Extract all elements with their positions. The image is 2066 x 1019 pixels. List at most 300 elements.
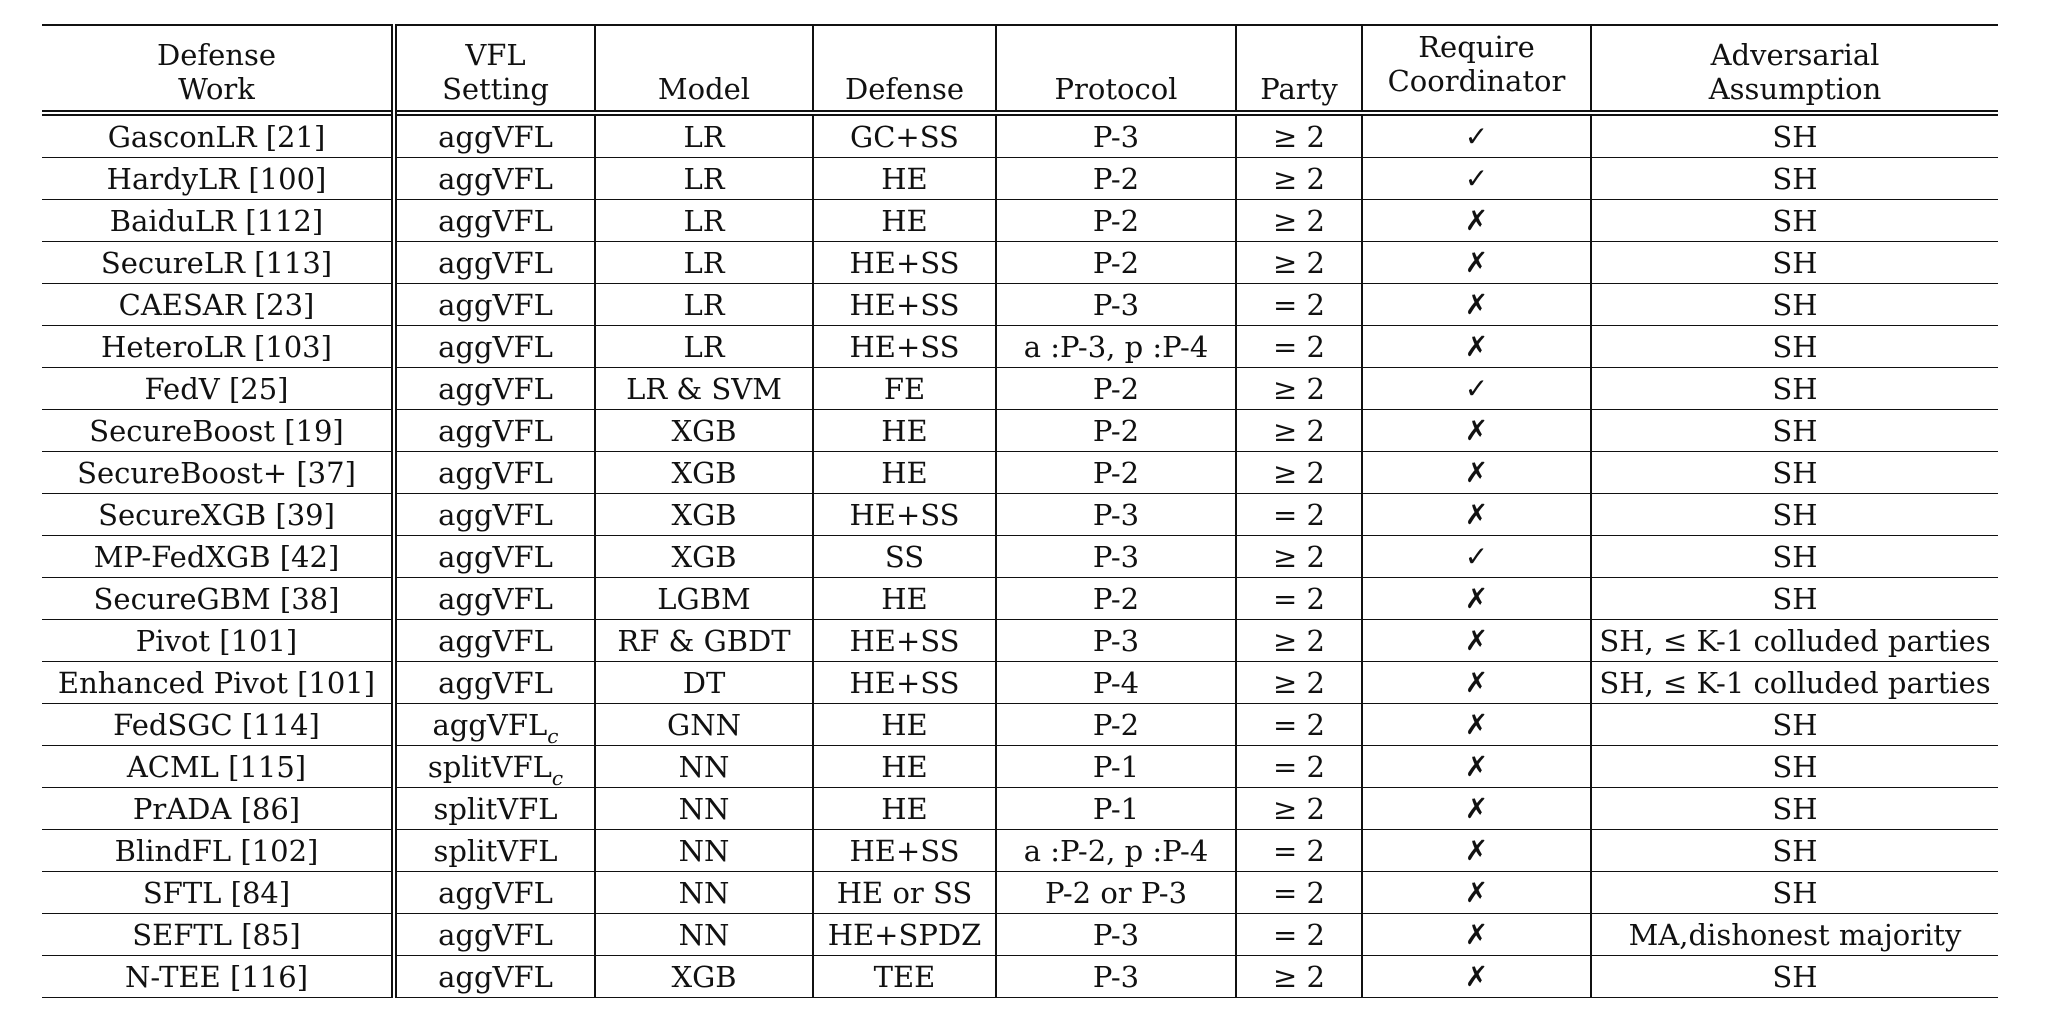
cell-assumption (1591, 200, 1998, 242)
setting-text: aggVFL (438, 245, 553, 280)
defense-text: HE+SS (849, 665, 960, 700)
cell-work (42, 620, 394, 662)
protocol-text: P-3 (1092, 497, 1140, 532)
cell-work (42, 830, 394, 872)
cell-coordinator (1362, 578, 1591, 620)
cell-coordinator (1362, 452, 1591, 494)
cell-setting (394, 242, 595, 284)
work-text: HeteroLR [103] (101, 329, 332, 364)
cell-model (595, 494, 813, 536)
table-row (42, 746, 1998, 788)
header-line-1 (1241, 38, 1357, 72)
cell-model (595, 704, 813, 746)
work-text: CAESAR [23] (118, 287, 315, 322)
cell-assumption (1591, 158, 1998, 200)
header-line-2: Model (657, 72, 751, 106)
table-row (42, 368, 1998, 410)
cell-party (1236, 452, 1362, 494)
cell-party (1236, 746, 1362, 788)
cross-mark-icon: ✗ (1464, 918, 1489, 951)
cell-coordinator (1362, 746, 1591, 788)
cell-protocol (996, 452, 1236, 494)
model-text: LR & SVM (626, 371, 782, 406)
model-text: XGB (671, 959, 737, 994)
header-line-1: Defense (156, 38, 277, 72)
assumption-text: SH (1772, 497, 1818, 532)
cross-mark-icon: ✗ (1464, 582, 1489, 615)
cell-work (42, 113, 394, 158)
table-row (42, 788, 1998, 830)
protocol-text: P-2 (1092, 413, 1140, 448)
cross-mark-icon: ✗ (1464, 876, 1489, 909)
cell-protocol (996, 620, 1236, 662)
setting-text: splitVFL (427, 749, 552, 784)
work-text: GasconLR [21] (107, 119, 326, 154)
cell-model (595, 914, 813, 956)
cell-work (42, 956, 394, 998)
model-text: LR (683, 287, 725, 322)
cell-model (595, 242, 813, 284)
defense-text: TEE (873, 959, 936, 994)
work-text: SecureLR [113] (100, 245, 333, 280)
defense-text: HE+SPDZ (827, 917, 982, 952)
protocol-text: P-2 (1092, 371, 1140, 406)
cross-mark-icon: ✗ (1464, 792, 1489, 825)
cell-defense (813, 620, 996, 662)
cell-party (1236, 326, 1362, 368)
cell-setting (394, 620, 595, 662)
cell-party (1236, 242, 1362, 284)
cell-protocol (996, 956, 1236, 998)
header-defense (813, 25, 996, 113)
cell-party (1236, 830, 1362, 872)
cell-party (1236, 662, 1362, 704)
cell-defense (813, 914, 996, 956)
work-text: N-TEE [116] (124, 959, 309, 994)
cell-setting (394, 536, 595, 578)
defense-text: HE (881, 161, 928, 196)
model-text: LR (683, 161, 725, 196)
protocol-text: a :P-2, p :P-4 (1023, 833, 1209, 868)
cell-model (595, 284, 813, 326)
cell-party (1236, 620, 1362, 662)
cell-defense (813, 746, 996, 788)
cell-defense (813, 326, 996, 368)
table-row (42, 830, 1998, 872)
cell-defense (813, 578, 996, 620)
cell-assumption (1591, 956, 1998, 998)
cell-defense (813, 494, 996, 536)
defense-text: SS (884, 539, 925, 574)
protocol-text: P-2 (1092, 455, 1140, 490)
cell-assumption (1591, 410, 1998, 452)
cell-party (1236, 200, 1362, 242)
table-row (42, 200, 1998, 242)
header-line-2: Setting (442, 72, 549, 106)
cell-assumption (1591, 620, 1998, 662)
cell-party (1236, 704, 1362, 746)
cell-setting (394, 452, 595, 494)
cell-party (1236, 284, 1362, 326)
party-text: ≥ 2 (1273, 371, 1325, 406)
defense-text: HE (881, 707, 928, 742)
cell-work (42, 242, 394, 284)
setting-text: aggVFL (438, 875, 553, 910)
assumption-text: SH (1772, 833, 1818, 868)
party-text: = 2 (1273, 833, 1325, 868)
party-text: ≥ 2 (1273, 413, 1325, 448)
cell-coordinator (1362, 788, 1591, 830)
defense-text: HE+SS (849, 497, 960, 532)
header-line-1 (1001, 38, 1231, 72)
cell-defense (813, 200, 996, 242)
assumption-text: SH (1772, 455, 1818, 490)
protocol-text: P-2 (1092, 581, 1140, 616)
assumption-text: MA,dishonest majority (1628, 917, 1962, 952)
assumption-text: SH (1772, 707, 1818, 742)
header-line-1: Require (1418, 30, 1535, 64)
cell-assumption (1591, 326, 1998, 368)
protocol-text: P-3 (1092, 959, 1140, 994)
cell-defense (813, 704, 996, 746)
table-row (42, 242, 1998, 284)
setting-text: splitVFL (433, 791, 558, 826)
cell-protocol (996, 578, 1236, 620)
cell-work (42, 158, 394, 200)
cell-coordinator (1362, 830, 1591, 872)
table-row (42, 284, 1998, 326)
cell-setting (394, 704, 595, 746)
model-text: NN (678, 875, 730, 910)
cell-setting (394, 494, 595, 536)
model-text: GNN (667, 707, 741, 742)
defense-text: HE (881, 203, 928, 238)
work-text: SecureXGB [39] (98, 497, 335, 532)
model-text: LR (683, 245, 725, 280)
table-row (42, 914, 1998, 956)
cell-assumption (1591, 704, 1998, 746)
assumption-text: SH (1772, 749, 1818, 784)
cell-work (42, 704, 394, 746)
cell-assumption (1591, 662, 1998, 704)
assumption-text: SH (1772, 875, 1818, 910)
defense-text: HE+SS (849, 833, 960, 868)
cell-model (595, 578, 813, 620)
cell-party (1236, 956, 1362, 998)
cell-defense (813, 158, 996, 200)
protocol-text: P-3 (1092, 917, 1140, 952)
table-row (42, 410, 1998, 452)
party-text: ≥ 2 (1273, 119, 1325, 154)
model-text: LR (683, 119, 725, 154)
work-text: Pivot [101] (135, 623, 298, 658)
cell-work (42, 284, 394, 326)
defense-comparison-table-container (42, 24, 1998, 998)
assumption-text: SH (1772, 371, 1818, 406)
check-mark-icon: ✓ (1464, 372, 1489, 405)
header-protocol (996, 25, 1236, 113)
cell-protocol (996, 788, 1236, 830)
setting-text: aggVFL (438, 413, 553, 448)
party-text: ≥ 2 (1273, 245, 1325, 280)
model-text: NN (678, 917, 730, 952)
assumption-text: SH (1772, 161, 1818, 196)
cell-protocol (996, 494, 1236, 536)
party-text: = 2 (1273, 749, 1325, 784)
cell-party (1236, 788, 1362, 830)
cell-coordinator (1362, 200, 1591, 242)
setting-text: aggVFL (438, 203, 553, 238)
table-row (42, 956, 1998, 998)
defense-text: FE (883, 371, 926, 406)
setting-text: aggVFL (438, 959, 553, 994)
header-line-1: Adversarial (1710, 38, 1880, 72)
cell-setting (394, 872, 595, 914)
protocol-text: P-1 (1092, 749, 1140, 784)
cell-work (42, 536, 394, 578)
cell-defense (813, 242, 996, 284)
cell-coordinator (1362, 872, 1591, 914)
assumption-text: SH (1772, 119, 1818, 154)
work-text: FedV [25] (144, 371, 289, 406)
header-coordinator (1362, 25, 1591, 113)
defense-text: HE+SS (849, 329, 960, 364)
defense-text: GC+SS (850, 119, 959, 154)
defense-text: HE (881, 581, 928, 616)
cell-setting (394, 830, 595, 872)
cell-defense (813, 872, 996, 914)
work-text: PrADA [86] (132, 791, 301, 826)
cell-protocol (996, 536, 1236, 578)
cell-assumption (1591, 830, 1998, 872)
party-text: = 2 (1273, 875, 1325, 910)
cell-work (42, 872, 394, 914)
cell-work (42, 368, 394, 410)
cell-coordinator (1362, 242, 1591, 284)
cell-work (42, 662, 394, 704)
protocol-text: P-2 (1092, 245, 1140, 280)
cell-defense (813, 662, 996, 704)
cell-party (1236, 368, 1362, 410)
model-text: LR (683, 203, 725, 238)
table-row (42, 704, 1998, 746)
cell-work (42, 788, 394, 830)
party-text: ≥ 2 (1273, 203, 1325, 238)
setting-text: aggVFL (438, 371, 553, 406)
model-text: LGBM (657, 581, 751, 616)
cell-coordinator (1362, 158, 1591, 200)
cell-defense (813, 788, 996, 830)
party-text: = 2 (1273, 287, 1325, 322)
table-row (42, 326, 1998, 368)
cell-coordinator (1362, 662, 1591, 704)
cross-mark-icon: ✗ (1464, 960, 1489, 993)
cross-mark-icon: ✗ (1464, 750, 1489, 783)
defense-text: HE or SS (836, 875, 973, 910)
header-assumption (1591, 25, 1998, 113)
work-text: SFTL [84] (142, 875, 291, 910)
protocol-text: P-3 (1092, 119, 1140, 154)
cell-work (42, 578, 394, 620)
setting-text: aggVFL (438, 497, 553, 532)
cell-model (595, 872, 813, 914)
setting-text: aggVFL (438, 287, 553, 322)
protocol-text: P-4 (1092, 665, 1140, 700)
cross-mark-icon: ✗ (1464, 204, 1489, 237)
table-row (42, 872, 1998, 914)
party-text: = 2 (1273, 707, 1325, 742)
cell-defense (813, 113, 996, 158)
cell-assumption (1591, 746, 1998, 788)
cell-model (595, 956, 813, 998)
protocol-text: P-1 (1092, 791, 1140, 826)
cell-protocol (996, 662, 1236, 704)
setting-text: aggVFL (438, 161, 553, 196)
work-text: SecureBoost+ [37] (77, 455, 356, 490)
assumption-text: SH (1772, 791, 1818, 826)
party-text: = 2 (1273, 917, 1325, 952)
cell-coordinator (1362, 368, 1591, 410)
party-text: = 2 (1273, 329, 1325, 364)
cell-protocol (996, 242, 1236, 284)
setting-text: aggVFL (438, 119, 553, 154)
cell-protocol (996, 326, 1236, 368)
party-text: ≥ 2 (1273, 161, 1325, 196)
model-text: XGB (671, 497, 737, 532)
cell-protocol (996, 368, 1236, 410)
table-body (42, 113, 1998, 998)
table-row (42, 620, 1998, 662)
check-mark-icon: ✓ (1464, 162, 1489, 195)
cell-setting (394, 914, 595, 956)
table-row (42, 494, 1998, 536)
table-row (42, 158, 1998, 200)
cell-setting (394, 158, 595, 200)
party-text: = 2 (1273, 581, 1325, 616)
model-text: LR (683, 329, 725, 364)
cell-coordinator (1362, 410, 1591, 452)
work-text: FedSGC [114] (113, 707, 320, 742)
cell-model (595, 746, 813, 788)
header-row (42, 25, 1998, 113)
cell-setting (394, 410, 595, 452)
party-text: ≥ 2 (1273, 959, 1325, 994)
cell-setting (394, 662, 595, 704)
cross-mark-icon: ✗ (1464, 498, 1489, 531)
setting-text: aggVFL (438, 539, 553, 574)
defense-text: HE (881, 413, 928, 448)
cell-model (595, 113, 813, 158)
cell-defense (813, 284, 996, 326)
header-line-2: Protocol (1054, 72, 1178, 106)
cell-defense (813, 956, 996, 998)
cell-setting (394, 284, 595, 326)
cross-mark-icon: ✗ (1464, 456, 1489, 489)
setting-text: aggVFL (438, 581, 553, 616)
protocol-text: P-2 or P-3 (1044, 875, 1188, 910)
setting-text: aggVFL (438, 665, 553, 700)
assumption-text: SH (1772, 329, 1818, 364)
work-text: SEFTL [85] (132, 917, 301, 952)
cell-party (1236, 113, 1362, 158)
header-line-1 (600, 38, 808, 72)
cell-setting (394, 200, 595, 242)
header-line-2: Party (1260, 72, 1338, 106)
cell-assumption (1591, 872, 1998, 914)
header-line-1 (818, 38, 991, 72)
setting-subscript: c (547, 723, 559, 746)
cell-protocol (996, 284, 1236, 326)
cell-assumption (1591, 788, 1998, 830)
cell-defense (813, 410, 996, 452)
cell-defense (813, 368, 996, 410)
cell-model (595, 410, 813, 452)
cell-coordinator (1362, 494, 1591, 536)
cell-assumption (1591, 284, 1998, 326)
cell-setting (394, 113, 595, 158)
protocol-text: P-2 (1092, 161, 1140, 196)
cell-protocol (996, 410, 1236, 452)
protocol-text: P-3 (1092, 623, 1140, 658)
cell-model (595, 830, 813, 872)
work-text: MP-FedXGB [42] (93, 539, 340, 574)
table-row (42, 113, 1998, 158)
cell-coordinator (1362, 113, 1591, 158)
protocol-text: P-3 (1092, 539, 1140, 574)
assumption-text: SH (1772, 581, 1818, 616)
cell-model (595, 620, 813, 662)
assumption-text: SH, ≤ K-1 colluded parties (1599, 665, 1991, 700)
protocol-text: a :P-3, p :P-4 (1023, 329, 1209, 364)
defense-text: HE (881, 791, 928, 826)
table-row (42, 578, 1998, 620)
work-text: BaiduLR [112] (109, 203, 324, 238)
cell-model (595, 452, 813, 494)
cell-coordinator (1362, 704, 1591, 746)
cell-protocol (996, 914, 1236, 956)
cell-setting (394, 746, 595, 788)
cell-model (595, 788, 813, 830)
cell-model (595, 326, 813, 368)
cell-assumption (1591, 242, 1998, 284)
cell-model (595, 368, 813, 410)
cell-model (595, 200, 813, 242)
defense-text: HE+SS (849, 623, 960, 658)
party-text: ≥ 2 (1273, 539, 1325, 574)
defense-text: HE (881, 455, 928, 490)
table-row (42, 452, 1998, 494)
check-mark-icon: ✓ (1464, 120, 1489, 153)
assumption-text: SH (1772, 203, 1818, 238)
header-model (595, 25, 813, 113)
cell-assumption (1591, 452, 1998, 494)
model-text: RF & GBDT (617, 623, 791, 658)
cell-protocol (996, 200, 1236, 242)
party-text: ≥ 2 (1273, 623, 1325, 658)
defense-text: HE+SS (849, 287, 960, 322)
cell-coordinator (1362, 620, 1591, 662)
work-text: HardyLR [100] (106, 161, 327, 196)
header-line-2: Defense (844, 72, 965, 106)
protocol-text: P-3 (1092, 287, 1140, 322)
cell-party (1236, 158, 1362, 200)
cell-assumption (1591, 914, 1998, 956)
cell-assumption (1591, 368, 1998, 410)
cell-coordinator (1362, 536, 1591, 578)
cell-party (1236, 914, 1362, 956)
assumption-text: SH (1772, 245, 1818, 280)
cell-protocol (996, 704, 1236, 746)
